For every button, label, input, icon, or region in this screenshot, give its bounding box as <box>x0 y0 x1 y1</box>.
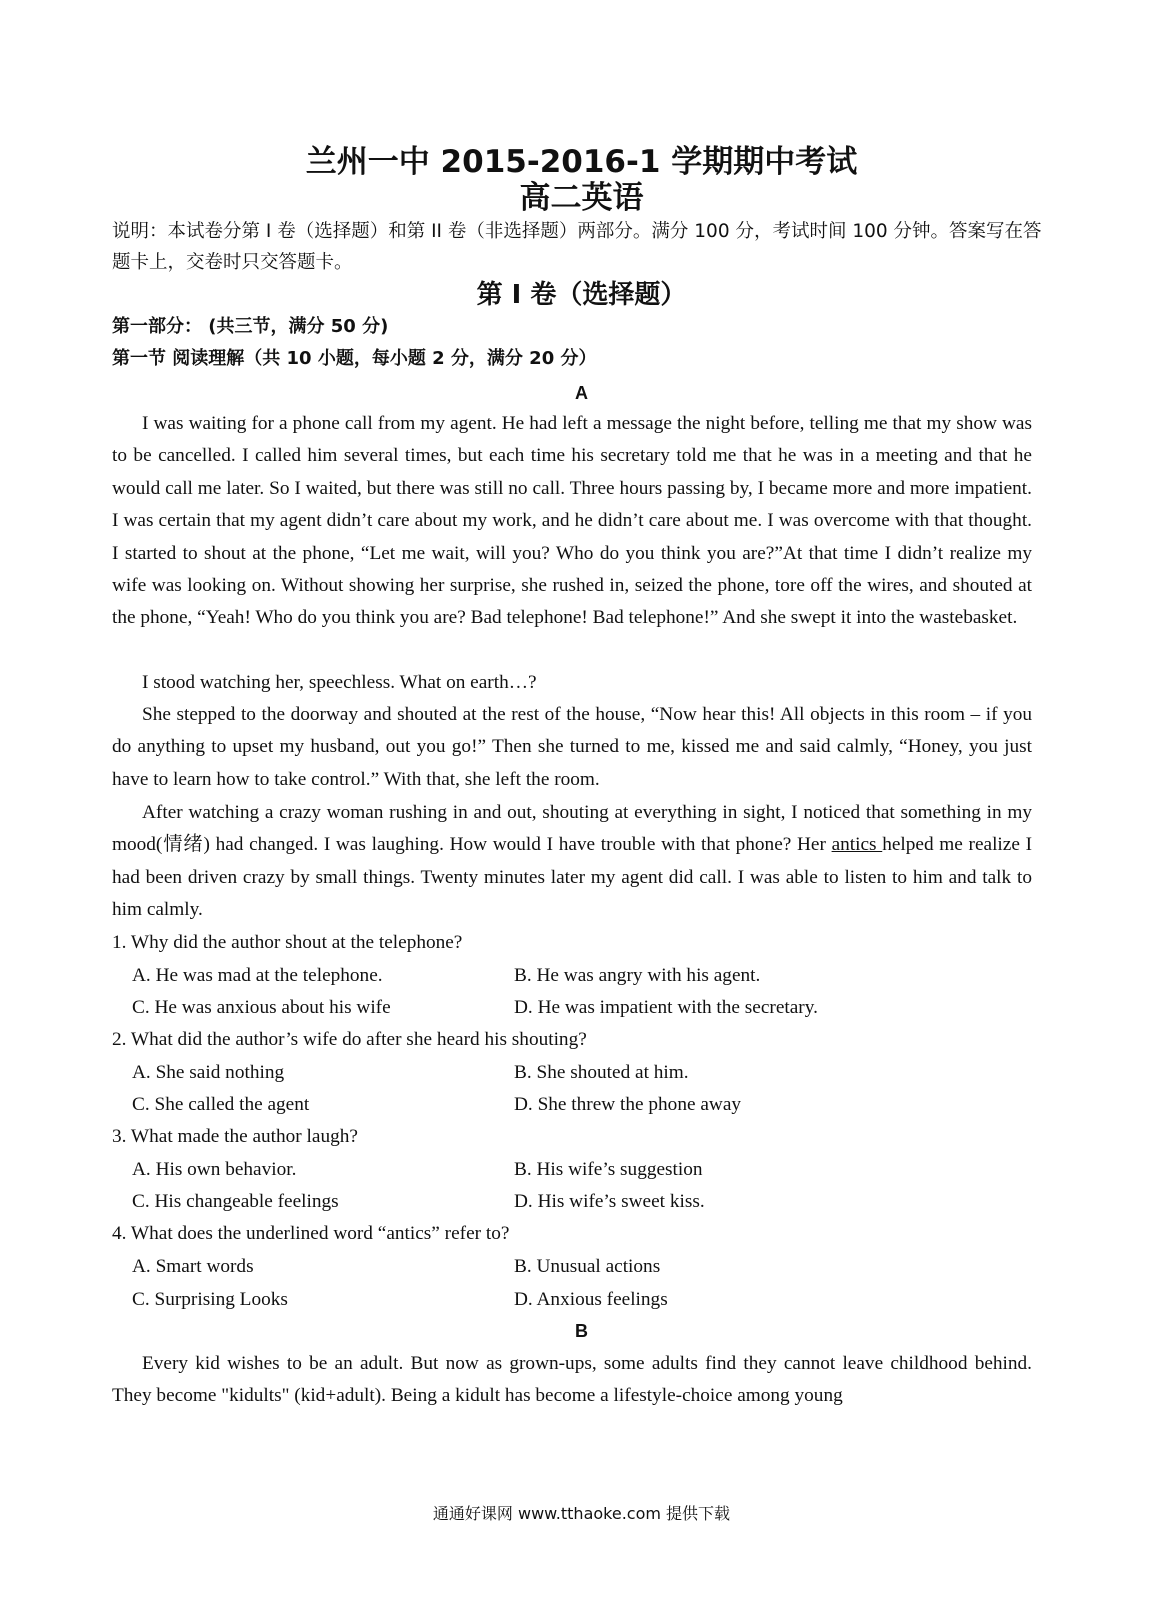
question-4-option-a: A. Smart words <box>132 1256 254 1277</box>
part-heading: 第一部分： (共三节，满分 50 分) <box>112 316 389 337</box>
question-3-option-a: A. His own behavior. <box>132 1159 297 1180</box>
volume-title: 第 I 卷（选择题） <box>476 280 687 310</box>
question-2-stem: 2. What did the author’s wife do after she heard his shouting? <box>112 1029 587 1050</box>
passage-b-paragraph-1: Every kid wishes to be an adult. But now as grown-ups, some adults find they cannot leave childhood behind. They become "kidults" (kid+adult). Being a kidult has become a lifestyle-choice among young <box>112 1353 1032 1407</box>
question-1-stem: 1. Why did the author shout at the telephone? <box>112 932 463 953</box>
question-1-option-a: A. He was mad at the telephone. <box>132 965 383 986</box>
page-footer: 通通好课网 www.tthaoke.com 提供下载 <box>432 1504 731 1523</box>
question-3-option-b: B. His wife’s suggestion <box>514 1159 703 1180</box>
question-1-option-d: D. He was impatient with the secretary. <box>514 997 818 1018</box>
passage-b-label: B <box>575 1321 588 1341</box>
question-2-option-d: D. She threw the phone away <box>514 1094 742 1115</box>
question-1-option-c: C. He was anxious about his wife <box>132 997 391 1018</box>
question-3-option-d: D. His wife’s sweet kiss. <box>514 1191 705 1212</box>
passage-a-paragraph-2: I stood watching her, speechless. What on earth…? <box>142 672 537 693</box>
paragraph-text: helped me realize I had been driven crazy by small things. Twenty minutes later my agent did call. I was able to listen to him and talk to him calmly. <box>112 834 1033 921</box>
passage-a-label: A <box>575 383 588 403</box>
question-4-option-d: D. Anxious feelings <box>514 1289 668 1310</box>
passage-a-paragraph-4 <box>112 797 1032 927</box>
passage-a-paragraph-1: I was waiting for a phone call from my agent. He had left a message the night before, telling me that my show was to be cancelled. I called him several times, but each time his secretary told me that he was in a meeting and that he would call me later. So I waited, but there was still no call. Three hours passing by, I became more and more impatient. I was certain that my agent didn’t care about my work, and he didn’t care about me. I was overcome with that thought. I started to shout at the phone, “Let me wait, will you? Who do you think you are?”At that time I didn’t realize my wife was looking on. Without showing her surprise, she rushed in, seized the phone, tore off the wires, and shouted at the phone, “Yeah! Who do you think you are? Bad telephone! Bad telephone!” And she swept it into the wastebasket. <box>112 413 1032 629</box>
underlined-word-antics: antics <box>831 834 883 856</box>
question-2-option-b: B. She shouted at him. <box>514 1062 689 1083</box>
question-3-option-c: C. His changeable feelings <box>132 1191 339 1212</box>
question-4-stem: 4. What does the underlined word “antics” refer to? <box>112 1223 510 1244</box>
question-2-option-a: A. She said nothing <box>132 1062 285 1083</box>
question-4-option-b: B. Unusual actions <box>514 1256 661 1277</box>
exam-subtitle: 高二英语 <box>519 180 644 216</box>
question-2-option-c: C. She called the agent <box>132 1094 310 1115</box>
exam-title: 兰州一中 2015-2016-1 学期期中考试 <box>305 144 858 180</box>
question-4-option-c: C. Surprising Looks <box>132 1289 288 1310</box>
paragraph-text: After watching a crazy woman rushing in and out, shouting at everything in sight, I noticed that something in my mood(情绪) had changed. I was laughing. How would I have trouble with that phone? Her <box>112 802 1032 856</box>
question-3-stem: 3. What made the author laugh? <box>112 1126 358 1147</box>
section-heading: 第一节 阅读理解（共 10 小题，每小题 2 分，满分 20 分） <box>112 348 597 369</box>
exam-instructions: 说明：本试卷分第 I 卷（选择题）和第 II 卷（非选择题）两部分。满分 100 分，考试时间 100 分钟。答案写在答题卡上，交卷时只交答题卡。 <box>112 221 1042 273</box>
passage-a-paragraph-3: She stepped to the doorway and shouted at the rest of the house, “Now hear this! All objects in this room – if you do anything to upset my husband, out you go!” Then she turned to me, kissed me and said calmly, “Honey, you just have to learn how to take control.” With that, she left the room. <box>112 704 1032 790</box>
question-1-option-b: B. He was angry with his agent. <box>514 965 761 986</box>
